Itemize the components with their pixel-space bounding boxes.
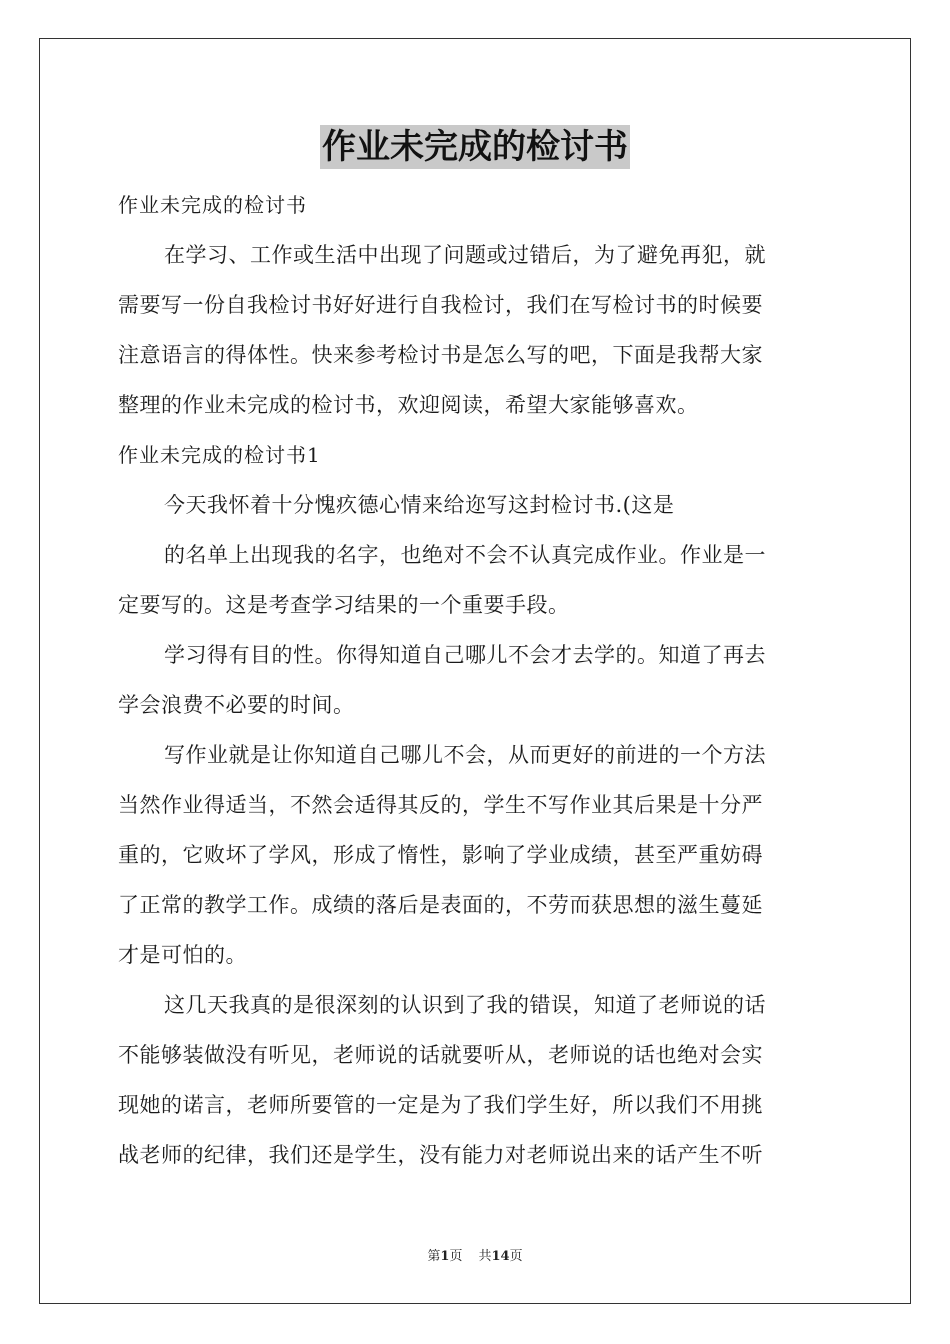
paragraph-line: 这几天我真的是很深刻的认识到了我的错误，知道了老师说的话 [164,993,766,1017]
paragraph-line: 在学习、工作或生活中出现了问题或过错后，为了避免再犯，就 [164,243,766,267]
title-area [0,125,950,169]
paragraph-line: 今天我怀着十分愧疚德心情来给迩写这封检讨书.(这是 [164,493,675,517]
paragraph-line: 才是可怕的。 [118,943,247,967]
paragraph-line: 写作业就是让你知道自己哪儿不会，从而更好的前进的一个方法 [164,743,766,767]
paragraph-line: 学会浪费不必要的时间。 [118,693,355,717]
paragraph-line: 定要写的。这是考查学习结果的一个重要手段。 [118,593,570,617]
paragraph-line: 当然作业得适当，不然会适得其反的，学生不写作业其后果是十分严 [118,793,763,817]
document-title: 作业未完成的检讨书 [322,127,628,167]
page-footer [0,1248,950,1266]
page-number: 1 [440,1249,450,1264]
paragraph-line: 了正常的教学工作。成绩的落后是表面的，不劳而获思想的滋生蔓延 [118,893,763,917]
paragraph-line: 现她的诺言，老师所要管的一定是为了我们学生好，所以我们不用挑 [118,1093,763,1117]
paragraph-line: 重的，它败坏了学风，形成了惰性，影响了学业成绩，甚至严重妨碍 [118,843,763,867]
paragraph-line: 注意语言的得体性。快来参考检讨书是怎么写的吧，下面是我帮大家 [118,343,763,367]
paragraph-line: 不能够装做没有听见，老师说的话就要听从，老师说的话也绝对会实 [118,1043,763,1067]
section-heading: 作业未完成的检讨书1 [118,443,321,467]
paragraph-line: 整理的作业未完成的检讨书，欢迎阅读，希望大家能够喜欢。 [118,393,699,417]
paragraph-line: 战老师的纪律，我们还是学生，没有能力对老师说出来的话产生不听 [118,1143,763,1167]
document-body [118,180,832,1180]
paragraph-line: 需要写一份自我检讨书好好进行自我检讨，我们在写检讨书的时候要 [118,293,763,317]
total-pages-indicator: 共14页 [478,1249,523,1264]
paragraph-line: 学习得有目的性。你得知道自己哪儿不会才去学的。知道了再去 [164,643,766,667]
section-heading: 作业未完成的检讨书 [118,193,307,217]
total-pages: 14 [491,1249,510,1264]
page-indicator: 第1页 [427,1249,463,1264]
paragraph-line: 的名单上出现我的名字，也绝对不会不认真完成作业。作业是一 [164,543,766,567]
